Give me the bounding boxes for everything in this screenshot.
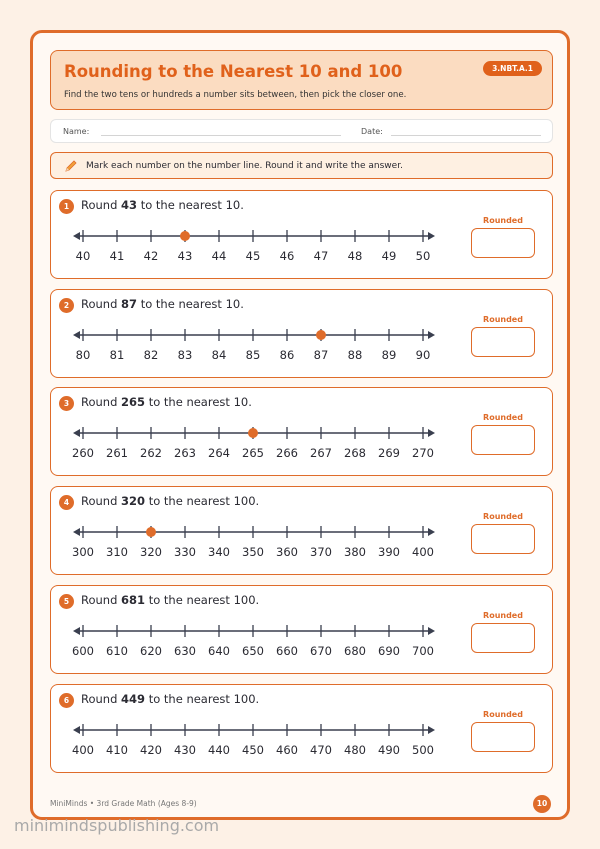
header-banner [50,50,553,110]
tick-label: 490 [378,742,400,757]
problem-card [50,289,553,378]
answer-box[interactable] [471,722,535,752]
tick-label: 49 [381,249,397,263]
problem-card [50,486,553,575]
tick-label: 268 [344,446,366,461]
tick-label: 370 [310,545,332,560]
tick-label: 660 [276,643,298,658]
answer-box[interactable] [471,524,535,554]
tick-label: 47 [313,249,329,263]
footer-text: MiniMinds • 3rd Grade Math (Ages 8-9) [50,799,197,808]
watermark: minimindspublishing.com [14,816,220,835]
tick-label: 89 [381,347,397,362]
page-number: 10 [533,795,551,813]
number-marker[interactable] [248,428,258,438]
tick-label: 266 [276,446,298,461]
tick-label: 45 [245,249,261,263]
tick-label: 264 [208,446,230,461]
tick-label: 263 [174,446,196,461]
name-label: Name: [63,127,90,136]
arrow-left-icon [73,429,80,437]
page-title: Rounding to the Nearest 10 and 100 [64,62,403,81]
date-field[interactable] [391,135,541,136]
tick-label: 50 [415,249,431,263]
tick-label: 90 [415,347,431,362]
problem-card [50,387,553,476]
tick-label: 42 [143,249,159,263]
rounded-label: Rounded [483,216,523,225]
answer-box[interactable] [471,327,535,357]
target-number: 320 [121,494,146,509]
arrow-left-icon [73,331,80,339]
rounded-label: Rounded [483,610,523,620]
rounded-label: Rounded [483,314,523,324]
question-suffix: to the nearest 100. [145,592,260,607]
worksheet [30,30,570,820]
question-prefix: Round [81,198,122,212]
tick-label: 269 [378,446,400,461]
tick-label: 83 [177,347,193,362]
tick-label: 86 [279,347,295,362]
tick-label: 670 [310,643,332,658]
question-suffix: to the nearest 10. [137,296,244,311]
instruction-text: Mark each number on the number line. Round it and write the answer. [86,161,403,171]
problem-number: 2 [59,298,74,313]
tick-label: 43 [177,249,193,263]
tick-label: 82 [143,347,159,362]
tick-label: 600 [72,643,94,658]
arrow-right-icon [428,528,435,536]
tick-label: 265 [242,446,264,461]
tick-label: 430 [174,742,196,757]
tick-label: 88 [347,347,363,362]
question-suffix: to the nearest 100. [145,494,260,509]
tick-label: 320 [140,545,162,560]
tick-label: 650 [242,643,264,658]
answer-box[interactable] [471,623,535,653]
tick-label: 330 [174,545,196,560]
pencil-icon [64,159,78,173]
tick-label: 300 [72,545,94,560]
tick-label: 610 [106,643,128,658]
tick-label: 87 [313,347,329,362]
number-marker[interactable] [146,527,156,537]
rounded-label: Rounded [483,413,523,423]
question-prefix: Round [81,691,122,706]
tick-label: 261 [106,446,128,461]
number-line[interactable] [51,290,451,379]
tick-label: 700 [412,643,434,658]
tick-label: 260 [72,446,94,461]
number-line[interactable] [51,191,451,280]
arrow-right-icon [428,627,435,635]
tick-label: 44 [211,249,227,263]
date-label: Date: [361,127,383,136]
tick-label: 46 [279,249,295,263]
number-marker[interactable] [316,330,326,340]
tick-label: 450 [242,742,264,757]
standard-badge: 3.NBT.A.1 [483,61,542,76]
tick-label: 262 [140,446,162,461]
arrow-right-icon [428,726,435,734]
problem-card [50,684,553,773]
question-prefix: Round [81,395,122,410]
arrow-left-icon [73,627,80,635]
number-line[interactable] [51,586,451,675]
tick-label: 81 [109,347,125,362]
target-number: 87 [121,296,138,311]
question-suffix: to the nearest 10. [137,198,244,212]
tick-label: 310 [106,545,128,560]
tick-label: 400 [412,545,434,560]
question-prefix: Round [81,592,122,607]
arrow-right-icon [428,232,435,240]
tick-label: 41 [109,249,125,263]
tick-label: 480 [344,742,366,757]
tick-label: 350 [242,545,264,560]
number-line[interactable] [51,388,451,477]
tick-label: 340 [208,545,230,560]
answer-box[interactable] [471,425,535,455]
question-suffix: to the nearest 100. [145,691,260,706]
number-line[interactable] [51,685,451,774]
question-prefix: Round [81,296,122,311]
tick-label: 440 [208,742,230,757]
rounded-label: Rounded [483,709,523,719]
target-number: 681 [121,592,146,607]
tick-label: 48 [347,249,363,263]
answer-box[interactable] [471,228,535,258]
tick-label: 470 [310,742,332,757]
arrow-left-icon [73,726,80,734]
question-suffix: to the nearest 10. [145,395,252,410]
tick-label: 380 [344,545,366,560]
tick-label: 270 [412,446,434,461]
problem-number: 6 [59,693,74,708]
tick-label: 390 [378,545,400,560]
tick-label: 460 [276,742,298,757]
name-date-bar [50,119,553,143]
tick-label: 400 [72,742,94,757]
target-number: 265 [121,395,146,410]
target-number: 449 [121,691,146,706]
rounded-label: Rounded [483,512,523,522]
arrow-right-icon [428,331,435,339]
arrow-left-icon [73,232,80,240]
problem-card [50,190,553,279]
tick-label: 85 [245,347,261,362]
arrow-left-icon [73,528,80,536]
tick-label: 40 [75,249,91,263]
tick-label: 680 [344,643,366,658]
page-subtitle: Find the two tens or hundreds a number sits between, then pick the closer one. [64,90,407,100]
name-field[interactable] [101,135,341,136]
question-prefix: Round [81,494,122,509]
tick-label: 690 [378,643,400,658]
tick-label: 267 [310,446,332,461]
problem-card [50,585,553,674]
tick-label: 500 [412,742,434,757]
tick-label: 420 [140,742,162,757]
problem-number: 1 [59,199,74,214]
problem-number: 5 [59,594,74,609]
tick-label: 620 [140,643,162,658]
tick-label: 640 [208,643,230,658]
tick-label: 80 [75,347,91,362]
tick-label: 360 [276,545,298,560]
number-marker[interactable] [180,231,190,241]
problem-number: 4 [59,495,74,510]
tick-label: 630 [174,643,196,658]
number-line[interactable] [51,487,451,576]
tick-label: 410 [106,742,128,757]
instruction-box [50,152,553,179]
target-number: 43 [121,198,138,212]
arrow-right-icon [428,429,435,437]
problem-number: 3 [59,396,74,411]
tick-label: 84 [211,347,227,362]
